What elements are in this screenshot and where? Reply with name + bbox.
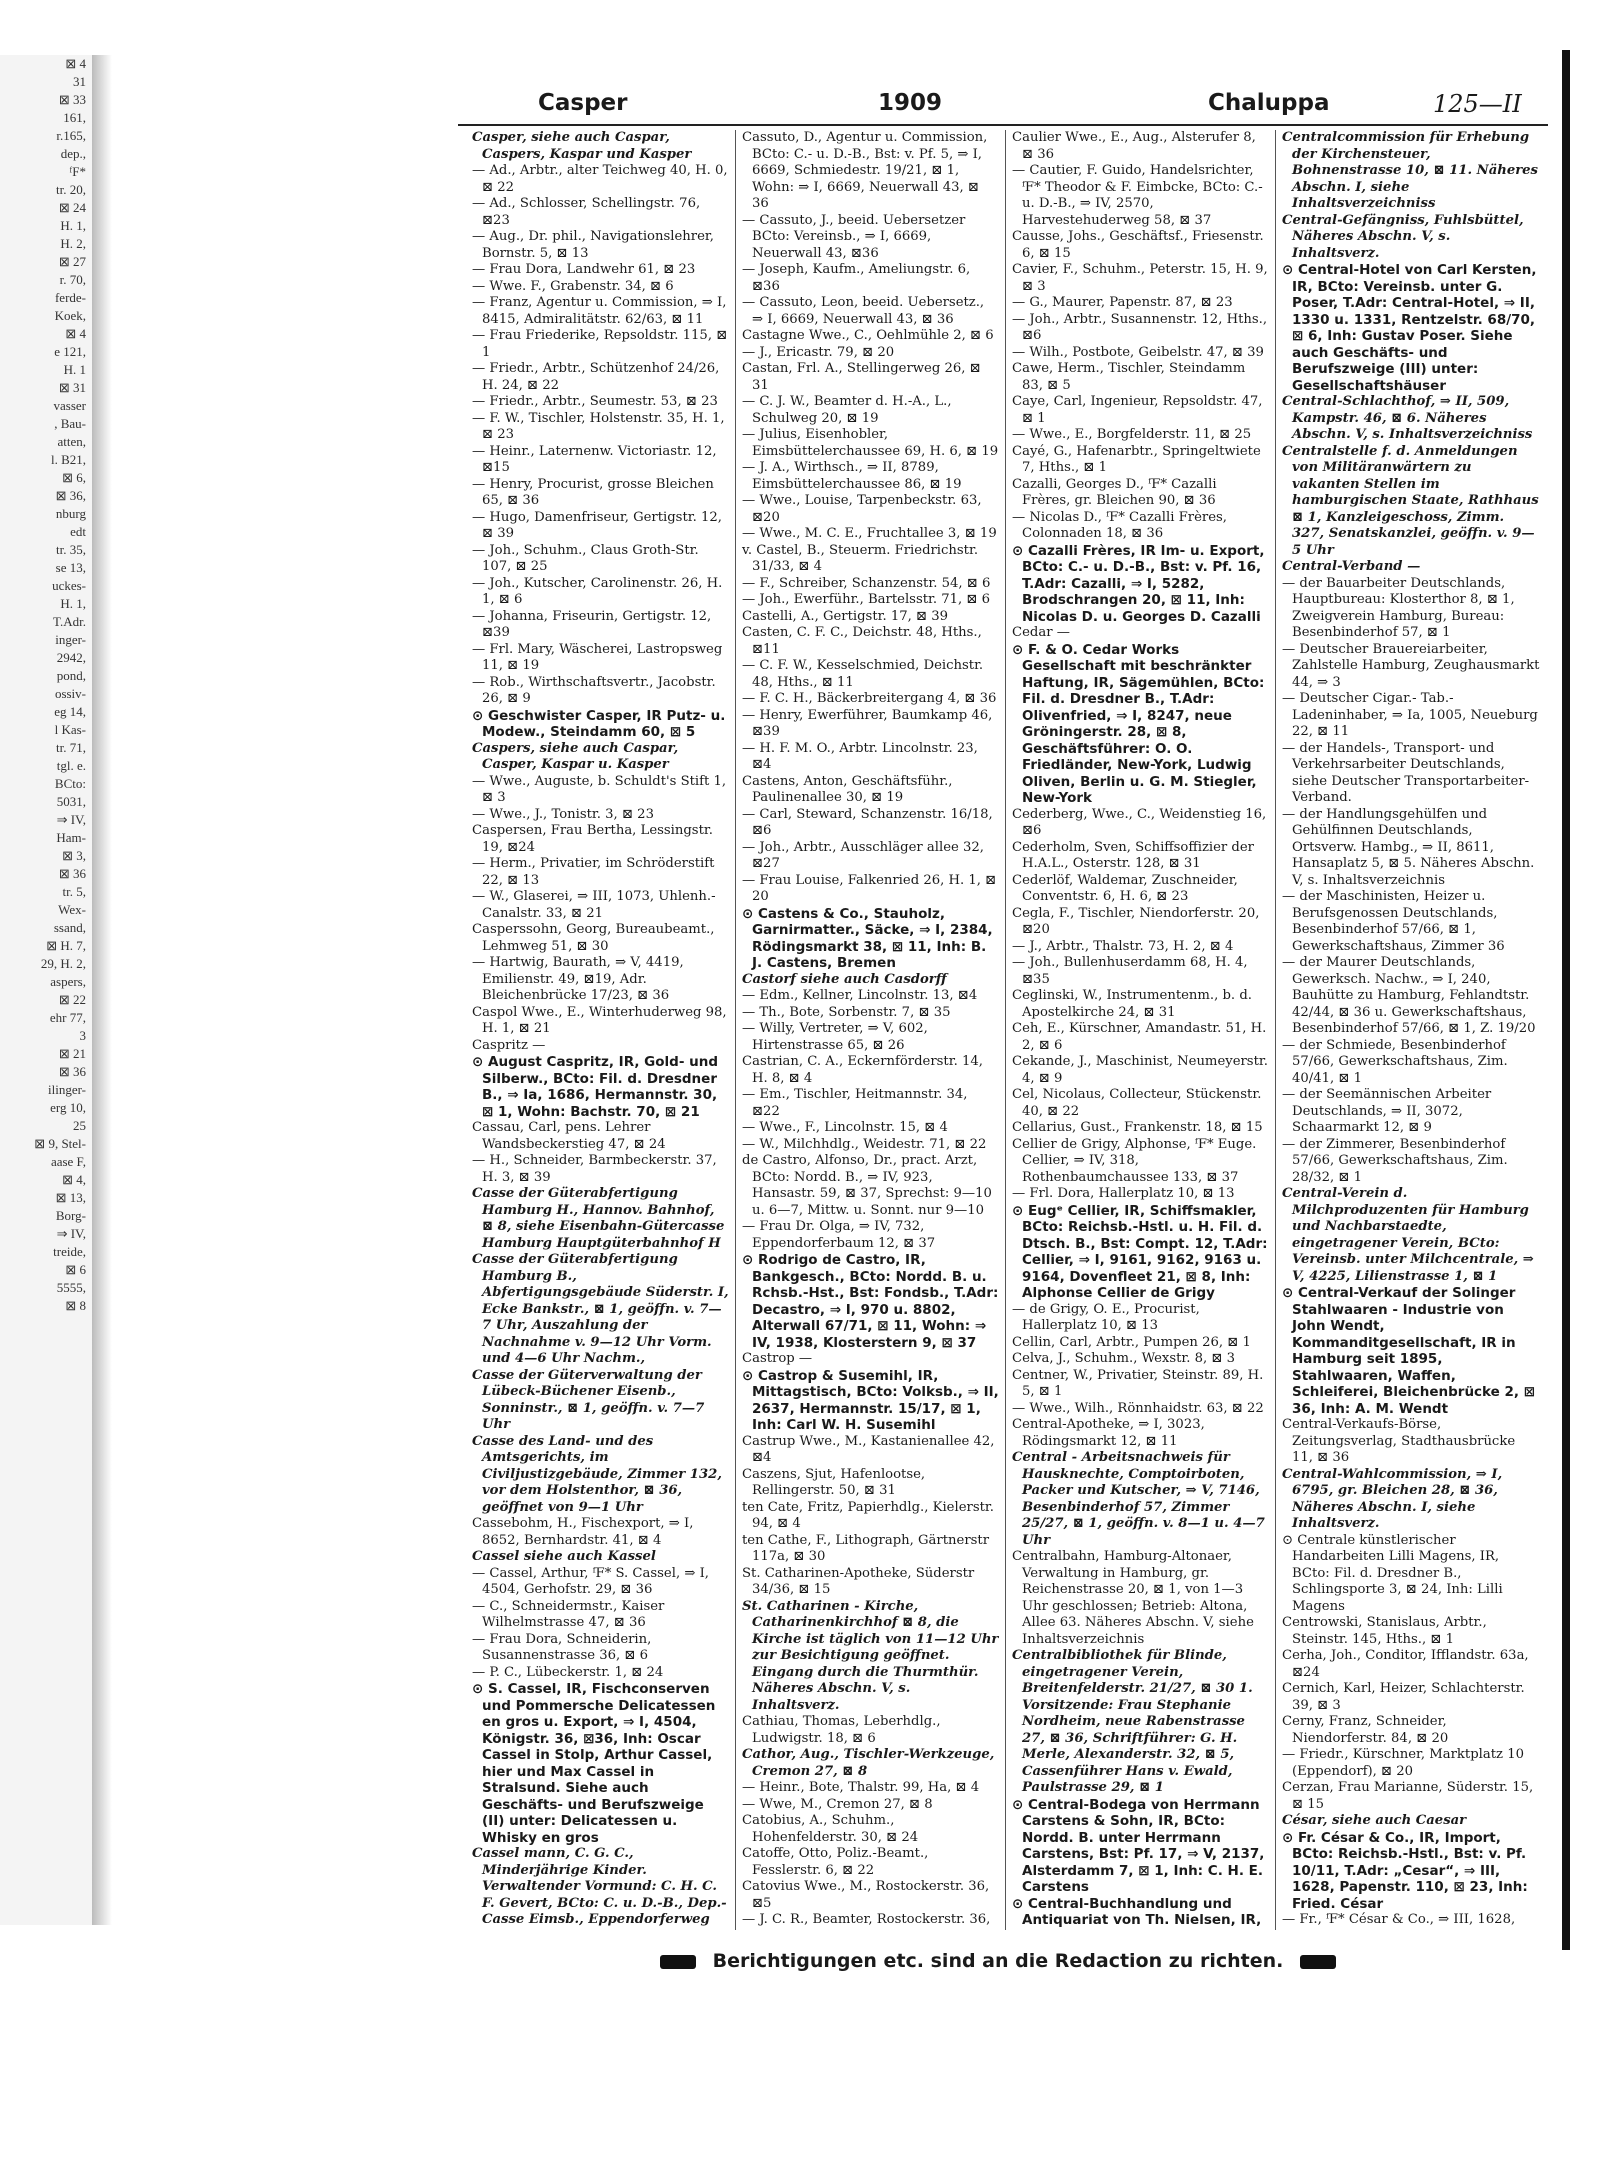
directory-entry: — Wwe, M., Cremon 27, ⊠ 8	[742, 1796, 933, 1812]
facing-page-fragment: BCto:	[54, 776, 86, 791]
directory-entry: Casse der Güterverwaltung der Lübeck-Büchener Eisenb., Sonninstr., ⊠ 1, geöffn. v. 7—7 Uhr	[472, 1367, 705, 1432]
facing-page-fragment: atten,	[57, 434, 86, 449]
directory-entry: — W., Glaserei, ⇒ III, 1073, Uhlenh.-Canalstr. 33, ⊠ 21	[472, 889, 716, 921]
directory-entry: — Cassuto, Leon, beeid. Uebersetz., ⇒ I, 6669, Neuerwall 43, ⊠ 36	[742, 295, 985, 327]
directory-entry: — Rob., Wirthschaftsvertr., Jacobstr. 26, ⊠ 9	[472, 674, 716, 706]
facing-page-fragment: ⊠ 9, Stel-	[34, 1136, 86, 1151]
facing-page-fragment: ⊠ 4,	[62, 1172, 86, 1187]
directory-entry: Cederberg, Wwe., C., Weidenstieg 16, ⊠6	[1012, 806, 1267, 838]
directory-entry: — Wwe., E., Borgfelderstr. 11, ⊠ 25	[1012, 427, 1252, 442]
facing-page-fragment: ⊠ 36	[58, 1064, 86, 1079]
directory-entry: — Frau Louise, Falkenried 26, H. 1, ⊠ 20	[742, 872, 997, 904]
facing-page-fragment: ferde-	[54, 290, 86, 305]
directory-entry: — Edm., Kellner, Lincolnstr. 13, ⊠4	[742, 988, 978, 1003]
directory-entry: Castorf siehe auch Casdorff	[742, 971, 947, 987]
directory-entry: — H., Schneider, Barmbeckerstr. 37, H. 3, ⊠ 39	[472, 1153, 717, 1185]
directory-entry: — Nicolas D., ᶠF* Cazalli Frères, Colonnaden 18, ⊠ 36	[1012, 509, 1227, 541]
facing-page-fragment: edt	[70, 524, 86, 539]
header-year: 1909	[878, 90, 943, 116]
directory-entry: — Henry, Ewerführer, Baumkamp 46, ⊠39	[742, 707, 993, 739]
directory-entry: ⊙ Central-Verkauf der Solinger Stahlwaaren - Industrie von John Wendt, Kommanditgesellschaft, IR in Hamburg seit 1895, Stahlwaaren, Waffen, Schleiferei, Bleichenbrücke 2, ⊠ 36, Inh: A. M. Wendt	[1282, 1285, 1536, 1417]
facing-page-fragment: tr. 20,	[56, 182, 86, 197]
directory-entry: — C. J. W., Beamter d. H.-A., L., Schulweg 20, ⊠ 19	[742, 394, 952, 426]
directory-entry: — Willy, Vertreter, ⇒ V, 602, Hirtenstrasse 65, ⊠ 26	[742, 1021, 928, 1053]
page-footer	[548, 1950, 1448, 1972]
directory-entry: — Wwe., M. C. E., Fruchtallee 3, ⊠ 19	[742, 526, 997, 541]
directory-entry: Cassau, Carl, pens. Lehrer Wandsbeckerstieg 47, ⊠ 24	[472, 1120, 666, 1152]
directory-entry: Cellin, Carl, Arbtr., Pumpen 26, ⊠ 1	[1012, 1334, 1251, 1350]
directory-entry: — Hugo, Damenfriseur, Gertigstr. 12, ⊠ 39	[472, 509, 722, 541]
directory-entry: v. Castel, B., Steuerm. Friedrichstr. 31/33, ⊠ 4	[742, 542, 979, 574]
directory-entry: Caspritz —	[472, 1037, 546, 1053]
directory-entry: Castrup Wwe., M., Kastanienallee 42, ⊠4	[742, 1433, 995, 1465]
facing-page-fragment: Ham-	[56, 830, 86, 845]
facing-page-fragment: H. 1	[63, 362, 86, 377]
directory-entry: Cawe, Herm., Tischler, Steindamm 83, ⊠ 5	[1012, 361, 1246, 393]
directory-entry: ⊙ Central-Bodega von Herrmann Carstens & Sohn, IR, BCto: Nordd. B. unter Herrmann Carstens, Bst: Pf. 17, ⇒ V, 2137, Alsterdamm 7, ⊠ 1, Inh: C. H. E. Carstens	[1012, 1796, 1265, 1895]
directory-entry: ⊙ Fr. César & Co., IR, Import, BCto: Reichsb.-Hstl., Bst: v. Pf. 10/11, T.Adr: „Cesar“, ⇒ III, 1628, Papenstr. 110, ⊠ 23, Inh: Fried. César	[1282, 1829, 1528, 1912]
directory-entry: ⊙ Central-Buchhandlung und Antiquariat von Th. Nielsen, IR,	[1012, 1895, 1262, 1928]
column-4	[1276, 130, 1546, 1930]
facing-page-fragment: aase F,	[50, 1154, 86, 1169]
directory-entry: — P. C., Lübeckerstr. 1, ⊠ 24	[472, 1664, 664, 1680]
facing-page-fragment: H. 1,	[60, 218, 86, 233]
directory-entry: — Fr., ᶠF* César & Co., ⇒ III, 1628,	[1282, 1912, 1516, 1927]
column-3	[1006, 130, 1276, 1930]
facing-page-fragment: 31	[73, 74, 86, 89]
directory-entry: Cerzan, Frau Marianne, Süderstr. 15, ⊠ 15	[1282, 1780, 1534, 1812]
directory-entry: Cerny, Franz, Schneider, Niendorferstr. 84, ⊠ 20	[1282, 1714, 1449, 1746]
directory-entry: Casperssohn, Georg, Bureaubeamt., Lehmweg 51, ⊠ 30	[472, 922, 715, 954]
directory-entry: — der Handels-, Transport- und Verkehrsarbeiter Deutschlands, siehe Deutscher Transportarbeiter-Verband.	[1282, 740, 1530, 805]
directory-entry: ⊙ Eugᵉ Cellier, IR, Schiffsmakler, BCto: Reichsb.-Hstl. u. H. Fil. d. Dtsch. B., Bst: Compt. 12, T.Adr: Cellier, ⇒ I, 9161, 9162, 9163 u. 9164, Dovenfleet 21, ⊠ 8, Inh: Alphonse Cellier de Grigy	[1012, 1202, 1268, 1301]
directory-entry: Cassel siehe auch Kassel	[472, 1549, 656, 1564]
directory-entry: — Frau Dr. Olga, ⇒ IV, 732, Eppendorferbaum 12, ⊠ 37	[742, 1219, 936, 1251]
facing-page-fragment: 25	[73, 1118, 86, 1133]
directory-entry: Centralbibliothek für Blinde, eingetragener Verein, Breitenfelderstr. 21/27, ⊠ 30 1. Vorsitzende: Frau Stephanie Nordheim, neue Rabenstrasse 27, ⊠ 36, Schriftführer: G. H. Merle, Alexanderstr. 32, ⊠ 5, Cassenführer Hans v. Ewald, Paulstrasse 29, ⊠ 1	[1012, 1648, 1253, 1795]
directory-entry: — C., Schneidermstr., Kaiser Wilhelmstrasse 47, ⊠ 36	[472, 1598, 665, 1630]
facing-page-fragment: 2942,	[56, 650, 86, 665]
directory-entry: Cassel mann, C. G. C., Minderjährige Kinder. Verwaltender Vormund: C. H. C. F. Gevert, BCto: C. u. D.-B., Dep.-Casse Eimsb., Eppendorferweg	[472, 1846, 727, 1927]
directory-entry: ⊙ Geschwister Casper, IR Putz- u. Modew., Steindamm 60, ⊠ 5	[472, 707, 726, 740]
page-header	[438, 90, 1548, 126]
directory-entry: — de Grigy, O. E., Procurist, Hallerplatz 10, ⊠ 13	[1012, 1301, 1200, 1333]
pointing-hand-icon	[660, 1955, 696, 1969]
directory-entry: Central-Verkaufs-Börse, Zeitungsverlag, Stadthausbrücke 11, ⊠ 36	[1282, 1417, 1516, 1465]
directory-entry: — Ad., Schlosser, Schellingstr. 76, ⊠23	[472, 196, 701, 228]
directory-page	[108, 80, 1540, 1972]
directory-entry: ⊙ S. Cassel, IR, Fischconserven und Pommersche Delicatessen en gros u. Export, ⇒ I, 4504, Königstr. 36, ⊠36, Inh: Oscar Cassel in Stolp, Arthur Cassel, hier und Max Cassel in Stralsund. Siehe auch Geschäfts- und Berufszweige (II) unter: Delicatessen u. Whisky en gros	[472, 1681, 716, 1846]
facing-page-fragment: uckes-	[52, 578, 86, 593]
directory-entry: — Wwe., F., Lincolnstr. 15, ⊠ 4	[742, 1120, 948, 1135]
directory-entry: — Cautier, F. Guido, Handelsrichter, ᶠF* Theodor & F. Eimbcke, BCto: C.- u. D.-B., ⇒ IV, 2570, Harvestehuderweg 58, ⊠ 37	[1012, 163, 1263, 228]
header-last-name: Chaluppa	[1208, 90, 1330, 116]
directory-entry: Ceglinski, W., Instrumentenm., b. d. Apostelkirche 24, ⊠ 31	[1012, 988, 1252, 1020]
directory-entry: — Joseph, Kaufm., Ameliungstr. 6, ⊠36	[742, 262, 971, 294]
directory-entry: César, siehe auch Caesar	[1282, 1813, 1467, 1828]
directory-entry: — Frau Friederike, Repsoldstr. 115, ⊠ 1	[472, 328, 728, 360]
directory-columns	[466, 130, 1546, 1930]
facing-page-fragment: ilinger-	[47, 1082, 86, 1097]
directory-entry: — Wwe., J., Tonistr. 3, ⊠ 23	[472, 806, 654, 822]
facing-page-fragment: erg 10,	[50, 1100, 86, 1115]
directory-entry: — Frl. Mary, Wäscherei, Lastropsweg 11, ⊠ 19	[472, 641, 723, 673]
directory-entry: — J. A., Wirthsch., ⇒ II, 8789, Eimsbüttelerchaussee 86, ⊠ 19	[742, 460, 962, 492]
facing-page-fragment: ⊠ 8	[65, 1298, 86, 1313]
directory-entry: Centrowski, Stanislaus, Arbtr., Steinstr. 145, Hths., ⊠ 1	[1282, 1615, 1487, 1647]
directory-entry: ⊙ Castrop & Susemihl, IR, Mittagstisch, BCto: Volksb., ⇒ II, 2637, Hermannstr. 15/17, ⊠ 1, Inh: Carl W. H. Susemihl	[742, 1367, 999, 1433]
facing-page-fragment: tr. 35,	[56, 542, 86, 557]
directory-entry: — F. C. H., Bäckerbreitergang 4, ⊠ 36	[742, 691, 997, 706]
facing-page-fragment: aspers,	[50, 974, 86, 989]
facing-page-fragment: ᶠF*	[69, 164, 86, 179]
footer-text: Berichtigungen etc. sind an die Redaction zu richten.	[712, 1950, 1284, 1972]
directory-entry: St. Catharinen-Apotheke, Süderstr 34/36, ⊠ 15	[742, 1565, 975, 1597]
directory-entry: — Joh., Schuhm., Claus Groth-Str. 107, ⊠ 25	[472, 542, 699, 574]
facing-page-fragment: Koek,	[54, 308, 86, 323]
page-number: 125—II	[1433, 90, 1522, 118]
directory-entry: — Joh., Bullenhuserdamm 68, H. 4, ⊠35	[1012, 955, 1248, 987]
directory-entry: Celva, J., Schuhm., Wexstr. 8, ⊠ 3	[1012, 1351, 1236, 1366]
facing-page-fragment: ⊠ 6	[65, 1262, 86, 1277]
facing-page-fragment: nburg	[55, 506, 86, 521]
directory-entry: Central-Gefängniss, Fuhlsbüttel, Näheres Abschn. V, s. Inhaltsverz.	[1282, 212, 1524, 261]
directory-entry: Centralbahn, Hamburg-Altonaer, Verwaltung in Hamburg, gr. Reichenstrasse 20, ⊠ 1, von 1—3 Uhr geschlossen; Betrieb: Altona, Allee 63. Näheres Abschn. V, siehe Inhaltsverzeichnis	[1012, 1549, 1254, 1647]
directory-entry: — Franz, Agentur u. Commission, ⇒ I, 8415, Admiralitätstr. 62/63, ⊠ 11	[472, 295, 727, 327]
facing-page-fragment: se 13,	[55, 560, 86, 575]
facing-page-fragment: ehr 77,	[49, 1010, 86, 1025]
directory-entry: — F., Schreiber, Schanzenstr. 54, ⊠ 6	[742, 575, 991, 591]
directory-entry: Casten, C. F. C., Deichstr. 48, Hths., ⊠11	[742, 625, 982, 657]
directory-entry: Central - Arbeitsnachweis für Hausknechte, Comptoirboten, Packer und Kutscher, ⇒ V, 7146, Besenbinderhof 57, Zimmer 25/27, ⊠ 1, geöffn. v. 8—1 u. 4—7 Uhr	[1012, 1450, 1265, 1548]
directory-entry: ⊙ August Caspritz, IR, Gold- und Silberw., BCto: Fil. d. Dresdner B., ⇒ Ia, 1686, Hermannstr. 30, ⊠ 1, Wohn: Bachstr. 70, ⊠ 21	[472, 1054, 719, 1120]
directory-entry: — Heinr., Laternenw. Victoriastr. 12, ⊠15	[472, 443, 717, 475]
directory-entry: — J. C. R., Beamter, Rostockerstr. 36,	[742, 1912, 991, 1927]
directory-entry: Caszens, Sjut, Hafenlootse, Rellingerstr. 50, ⊠ 31	[742, 1466, 926, 1498]
directory-entry: Castagne Wwe., C., Oehlmühle 2, ⊠ 6	[742, 328, 994, 343]
directory-entry: — J., Arbtr., Thalstr. 73, H. 2, ⊠ 4	[1012, 938, 1234, 954]
facing-page-fragment: treide,	[53, 1244, 86, 1259]
directory-entry: Cassuto, D., Agentur u. Commission, BCto: C.- u. D.-B., Bst: v. Pf. 5, ⇒ I, 6669, Schmiedestr. 19/21, ⊠ 1, Wohn: ⇒ I, 6669, Neuerwall 43, ⊠ 36	[742, 130, 988, 211]
facing-page-fragment: Borg-	[55, 1208, 86, 1223]
directory-entry: — C. F. W., Kesselschmied, Deichstr. 48, Hths., ⊠ 11	[742, 658, 984, 690]
directory-entry: Castens, Anton, Geschäftsführ., Paulinenallee 30, ⊠ 19	[742, 773, 953, 805]
facing-page-fragment: 5031,	[56, 794, 86, 809]
directory-entry: — Deutscher Brauereiarbeiter, Zahlstelle Hamburg, Zeughausmarkt 44, ⇒ 3	[1282, 641, 1540, 690]
edge-bar	[1562, 50, 1570, 1950]
facing-page-fragment: 5555,	[56, 1280, 86, 1295]
directory-entry: — Wwe. F., Grabenstr. 34, ⊠ 6	[472, 278, 674, 294]
facing-page-fragment: ⊠ 13,	[55, 1190, 86, 1205]
directory-entry: Cavier, F., Schuhm., Peterstr. 15, H. 9, ⊠ 3	[1012, 262, 1268, 294]
directory-entry: Castan, Frl. A., Stellingerweg 26, ⊠ 31	[742, 361, 981, 393]
directory-entry: — Friedr., Arbtr., Seumestr. 53, ⊠ 23	[472, 394, 718, 409]
directory-entry: — Wwe., Wilh., Rönnhaidstr. 63, ⊠ 22	[1012, 1400, 1264, 1416]
directory-entry: Caspol Wwe., E., Winterhuderweg 98, H. 1, ⊠ 21	[472, 1004, 727, 1036]
facing-page-fragment: ssand,	[53, 920, 86, 935]
facing-page-fragment: tr. 71,	[56, 740, 86, 755]
directory-entry: — Wwe., Louise, Tarpenbeckstr. 63, ⊠20	[742, 493, 982, 525]
directory-entry: Caspersen, Frau Bertha, Lessingstr. 19, ⊠24	[472, 823, 713, 855]
directory-entry: Catobius, A., Schuhm., Hohenfelderstr. 30, ⊠ 24	[742, 1813, 919, 1845]
directory-entry: — Friedr., Arbtr., Schützenhof 24/26, H. 24, ⊠ 22	[472, 361, 720, 393]
directory-entry: Cathor, Aug., Tischler-Werkzeuge, Cremon 27, ⊠ 8	[742, 1747, 995, 1779]
directory-entry: — Johanna, Friseurin, Gertigstr. 12, ⊠39	[472, 608, 712, 640]
facing-page-fragment: l. B21,	[50, 452, 86, 467]
facing-page-fragment: ossiv-	[54, 686, 86, 701]
facing-page-fragment: ⊠ 31	[58, 380, 86, 395]
directory-entry: ⊙ Centrale künstlerischer Handarbeiten Lilli Magens, IR, BCto: Fil. d. Dresdner B., Schlingsporte 3, ⊠ 24, Inh: Lilli Magens	[1282, 1532, 1503, 1614]
directory-entry: Central-Apotheke, ⇒ I, 3023, Rödingsmarkt 12, ⊠ 11	[1012, 1417, 1205, 1449]
directory-entry: Cel, Nicolaus, Collecteur, Stückenstr. 40, ⊠ 22	[1012, 1087, 1262, 1119]
directory-entry: Centner, W., Privatier, Steinstr. 89, H. 5, ⊠ 1	[1012, 1367, 1264, 1399]
facing-page-fragment: inger-	[55, 632, 86, 647]
directory-entry: — Wwe., Auguste, b. Schuldt's Stift 1, ⊠ 3	[472, 773, 727, 805]
directory-entry: ⊙ Cazalli Frères, IR Im- u. Export, BCto: C.- u. D.-B., Bst: v. Pf. 16, T.Adr: Cazalli, ⇒ I, 5282, Brodschrangen 20, ⊠ 11, Inh: Nicolas D. u. Georges D. Cazalli	[1012, 542, 1265, 625]
facing-page-fragment: l Kas-	[54, 722, 86, 737]
directory-entry: — der Handlungsgehülfen und Gehülfinnen Deutschlands, Ortsverw. Hambg., ⇒ II, 8611, Hansaplatz 5, ⊠ 5. Näheres Abschn. V, s. Inhaltsverzeichnis	[1282, 806, 1535, 888]
facing-page-fragment: e 121,	[54, 344, 86, 359]
directory-entry: Cayé, G., Hafenarbtr., Springeltwiete 7, Hths., ⊠ 1	[1012, 443, 1261, 475]
directory-entry: — Ad., Arbtr., alter Teichweg 40, H. 0, ⊠ 22	[472, 163, 728, 195]
facing-page-fragment: eg 14,	[54, 704, 86, 719]
directory-entry: Cellier de Grigy, Alphonse, ᶠF* Euge. Cellier, ⇒ IV, 318, Rothenbaumchaussee 133, ⊠ 37	[1012, 1136, 1257, 1185]
facing-page-fragment: H. 2,	[60, 236, 86, 251]
facing-page-fragment: ⊠ 36,	[55, 488, 86, 503]
facing-page-fragment: Wex-	[58, 902, 86, 917]
directory-entry: — Cassuto, J., beeid. Uebersetzer BCto: Vereinsb., ⇒ I, 6669, Neuerwall 43, ⊠36	[742, 212, 966, 261]
directory-entry: Casper, siehe auch Caspar, Caspers, Kaspar und Kasper	[472, 130, 692, 162]
directory-entry: Castrop —	[742, 1351, 813, 1366]
directory-entry: — Em., Tischler, Heitmannstr. 34, ⊠22	[742, 1087, 968, 1119]
facing-page-fragment: dep.,	[60, 146, 86, 161]
directory-entry: Central-Schlachthof, ⇒ II, 509, Kampstr. 46, ⊠ 6. Näheres Abschn. V, s. Inhaltsverzeichniss	[1282, 394, 1533, 442]
facing-page-fragment: ⇒ IV,	[56, 1226, 86, 1241]
directory-entry: — Aug., Dr. phil., Navigationslehrer, Bornstr. 5, ⊠ 13	[472, 229, 714, 261]
directory-entry: — Frau Dora, Landwehr 61, ⊠ 23	[472, 262, 696, 277]
facing-page-fragment: , Bau-	[54, 416, 86, 431]
directory-entry: Causse, Johs., Geschäftsf., Friesenstr. 6, ⊠ 15	[1012, 229, 1264, 261]
facing-page-strip	[0, 55, 95, 1925]
facing-page-fragment: vasser	[53, 398, 86, 413]
directory-entry: — Wilh., Postbote, Geibelstr. 47, ⊠ 39	[1012, 344, 1264, 360]
facing-page-fragment: ⊠ H. 7,	[46, 938, 86, 953]
directory-entry: Centralstelle f. d. Anmeldungen von Militäranwärtern zu vakanten Stellen im hamburgischen Staate, Rathhaus ⊠ 1, Kanzleigeschoss, Zimm. 327, Senatskanzlei, geöffn. v. 9—5 Uhr	[1282, 443, 1539, 558]
directory-entry: Cerha, Joh., Conditor, Ifflandstr. 63a, ⊠24	[1282, 1648, 1529, 1680]
facing-page-fragment: tgl. e.	[56, 758, 86, 773]
directory-entry: Cathiau, Thomas, Leberhdlg., Ludwigstr. 18, ⊠ 6	[742, 1714, 941, 1746]
directory-entry: — Hartwig, Baurath, ⇒ V, 4419, Emilienstr. 49, ⊠19, Adr. Bleichenbrücke 17/23, ⊠ 36	[472, 955, 684, 1003]
directory-entry: — H. F. M. O., Arbtr. Lincolnstr. 23, ⊠4	[742, 740, 978, 772]
facing-page-fragment: ⊠ 24	[58, 200, 86, 215]
facing-page-fragment: T.Adr.	[53, 614, 86, 629]
facing-page-fragment: ⊠ 6,	[62, 470, 86, 485]
directory-entry: — G., Maurer, Papenstr. 87, ⊠ 23	[1012, 295, 1233, 310]
directory-entry: Cekande, J., Maschinist, Neumeyerstr. 4, ⊠ 9	[1012, 1054, 1268, 1086]
directory-entry: Caye, Carl, Ingenieur, Repsoldstr. 47, ⊠ 1	[1012, 394, 1263, 426]
directory-entry: Catoffe, Otto, Poliz.-Beamt., Fesslerstr. 6, ⊠ 22	[742, 1846, 929, 1878]
facing-page-fragment: 3	[79, 1028, 86, 1043]
column-2	[736, 130, 1006, 1930]
directory-entry: — Julius, Eisenhobler, Eimsbüttelerchaussee 69, H. 6, ⊠ 19	[742, 427, 999, 459]
directory-entry: Castelli, A., Gertigstr. 17, ⊠ 39	[742, 608, 949, 624]
directory-entry: — Cassel, Arthur, ᶠF* S. Cassel, ⇒ I, 4504, Gerhofstr. 29, ⊠ 36	[472, 1565, 709, 1597]
directory-entry: Cegla, F., Tischler, Niendorferstr. 20, ⊠20	[1012, 905, 1260, 937]
facing-page-fragment: r.165,	[56, 128, 86, 143]
facing-page-fragment: ⊠ 27	[58, 254, 86, 269]
directory-entry: — Joh., Ewerführ., Bartelsstr. 71, ⊠ 6	[742, 592, 991, 607]
directory-entry: — W., Milchhdlg., Weidestr. 71, ⊠ 22	[742, 1136, 987, 1152]
directory-entry: Catovius Wwe., M., Rostockerstr. 36, ⊠5	[742, 1879, 990, 1911]
directory-entry: — Friedr., Kürschner, Marktplatz 10 (Eppendorf), ⊠ 20	[1282, 1747, 1524, 1779]
directory-entry: Cederlöf, Waldemar, Zuschneider, Conventstr. 6, H. 6, ⊠ 23	[1012, 872, 1238, 904]
directory-entry: Cederholm, Sven, Schiffsoffizier der H.A.L., Osterstr. 128, ⊠ 31	[1012, 839, 1254, 871]
facing-page-fragment: r. 70,	[59, 272, 86, 287]
directory-entry: de Castro, Alfonso, Dr., pract. Arzt, BCto: Nordd. B., ⇒ IV, 923, Hansastr. 59, ⊠ 37, Sprechst: 9—10 u. 6—7, Mittw. u. Sonnt. nur 9—10	[742, 1153, 992, 1218]
directory-entry: — der Maurer Deutschlands, Gewerksch. Nachw., ⇒ I, 240, Bauhütte zu Hamburg, Fehlandtstr. 42/44, ⊠ 36 u. Gewerkschaftshaus, Besenbinderhof 57/66, ⊠ 1, Z. 19/20	[1282, 955, 1536, 1036]
directory-entry: — Joh., Kutscher, Carolinenstr. 26, H. 1, ⊠ 6	[472, 575, 723, 607]
header-rule	[458, 124, 1548, 126]
facing-page-fragment: ⊠ 33	[58, 92, 86, 107]
facing-page-fragment: tr. 5,	[62, 884, 86, 899]
directory-entry: ⊙ F. & O. Cedar Works Gesellschaft mit beschränkter Haftung, IR, Sägemühlen, BCto: Fil. d. Dresdner B., T.Adr: Olivenfried, ⇒ I, 8247, neue Gröningerstr. 28, ⊠ 8, Geschäftsführer: O. O. Friedländer, New-York, Ludwig Oliven, Berlin u. G. M. Stiegler, New-York	[1012, 641, 1265, 806]
facing-page-fragment: ⊠ 21	[58, 1046, 86, 1061]
directory-entry: Central-Verein d. Milchproduzenten für Hamburg und Nachbarstaedte, eingetragener Verein, BCto: Vereinsb. unter Milchcentrale, ⇒ V, 4225, Lilienstrasse 1, ⊠ 1	[1282, 1186, 1534, 1284]
directory-entry: — Joh., Arbtr., Susannenstr. 12, Hths., ⊠6	[1012, 311, 1268, 343]
directory-entry: Central-Verband —	[1282, 559, 1421, 574]
directory-entry: Casse der Güterabfertigung Hamburg B., Abfertigungsgebäude Süderstr. I, Ecke Bankstr., ⊠ 1, geöffn. v. 7—7 Uhr, Auszahlung der Nachnahme v. 9—12 Uhr Vorm. und 4—6 Uhr Nachm.,	[472, 1252, 729, 1366]
right-edge	[1540, 0, 1600, 2177]
directory-entry: ⊙ Castens & Co., Stauholz, Garnirmatter., Säcke, ⇒ I, 2384, Rödingsmarkt 38, ⊠ 11, Inh: B. J. Castens, Bremen	[742, 905, 993, 971]
facing-page-fragment: ⊠ 3,	[62, 848, 86, 863]
directory-entry: ten Cathe, F., Lithograph, Gärtnerstr 117a, ⊠ 30	[742, 1532, 989, 1564]
facing-page-fragment: ⇒ IV,	[56, 812, 86, 827]
directory-entry: — Heinr., Bote, Thalstr. 99, Ha, ⊠ 4	[742, 1780, 980, 1795]
facing-page-fragment: ⊠ 4	[65, 326, 86, 341]
directory-entry: Central-Wahlcommission, ⇒ I, 6795, gr. Bleichen 28, ⊠ 36, Näheres Abschn. I, siehe Inhaltsverz.	[1282, 1466, 1503, 1531]
facing-page-fragment: ⊠ 36	[58, 866, 86, 881]
directory-entry: — Frau Dora, Schneiderin, Susannenstrasse 36, ⊠ 6	[472, 1631, 652, 1663]
directory-entry: — Carl, Steward, Schanzenstr. 16/18, ⊠6	[742, 806, 993, 838]
facing-page-fragment: ⊠ 4	[65, 56, 86, 71]
facing-page-fragment: ⊠ 22	[58, 992, 86, 1007]
column-1	[466, 130, 736, 1930]
directory-entry: — der Seemännischen Arbeiter Deutschlands, ⇒ II, 3072, Schaarmarkt 12, ⊠ 9	[1282, 1087, 1492, 1135]
directory-entry: — der Bauarbeiter Deutschlands, Hauptbureau: Klosterthor 8, ⊠ 1, Zweigverein Hamburg, Bureau: Besenbinderhof 57, ⊠ 1	[1282, 575, 1515, 640]
directory-entry: — Joh., Arbtr., Ausschläger allee 32, ⊠27	[742, 839, 984, 871]
directory-entry: ⊙ Central-Hotel von Carl Kersten, IR, BCto: Vereinsb. unter G. Poser, T.Adr: Central-Hotel, ⇒ II, 1330 u. 1331, Rentzelstr. 68/70, ⊠ 6, Inh: Gustav Poser. Siehe auch Geschäfts- und Berufszweige (III) unter: Gesellschaftshäuser	[1282, 262, 1537, 394]
directory-entry: Casse des Land- und des Amtsgerichts, im Civiljustizgebäude, Zimmer 132, vor dem Holstenthor, ⊠ 36, geöffnet von 9—1 Uhr	[472, 1433, 722, 1515]
directory-entry: — der Maschinisten, Heizer u. Berufsgenossen Deutschlands, Besenbinderhof 57/66, ⊠ 1, Gewerkschaftshaus, Zimmer 36	[1282, 889, 1505, 954]
directory-entry: Caspers, siehe auch Caspar, Casper, Kaspar u. Kasper	[472, 740, 679, 772]
directory-entry: Castrian, C. A., Eckernförderstr. 14, H. 8, ⊠ 4	[742, 1054, 983, 1086]
directory-entry: — Henry, Procurist, grosse Bleichen 65, ⊠ 36	[472, 476, 714, 508]
directory-entry: — der Zimmerer, Besenbinderhof 57/66, Gewerkschaftshaus, Zim. 28/32, ⊠ 1	[1282, 1136, 1508, 1185]
directory-entry: Cellarius, Gust., Frankenstr. 18, ⊠ 15	[1012, 1120, 1263, 1135]
directory-entry: ten Cate, Fritz, Papierhdlg., Kielerstr. 94, ⊠ 4	[742, 1499, 994, 1531]
directory-entry: — Frl. Dora, Hallerplatz 10, ⊠ 13	[1012, 1186, 1235, 1201]
facing-page-fragment: 161,	[63, 110, 86, 125]
directory-entry: St. Catharinen - Kirche, Catharinenkirchhof ⊠ 8, die Kirche ist täglich von 11—12 Uhr zur Besichtigung geöffnet. Eingang durch die Thurmthür. Näheres Abschn. V, s. Inhaltsverz.	[742, 1598, 999, 1713]
header-first-name: Casper	[538, 90, 628, 116]
directory-entry: Cassebohm, H., Fischexport, ⇒ I, 8652, Bernhardstr. 41, ⊠ 4	[472, 1516, 694, 1548]
facing-page-fragment: H. 1,	[60, 596, 86, 611]
directory-entry: — Deutscher Cigar.- Tab.-Ladeninhaber, ⇒ Ia, 1005, Neueburg 22, ⊠ 11	[1282, 691, 1538, 739]
directory-entry: ⊙ Rodrigo de Castro, IR, Bankgesch., BCto: Nordd. B. u. Rchsb.-Hst., Bst: Fondsb., T.Adr: Decastro, ⇒ I, 970 u. 8802, Alterwall 67/71, ⊠ 11, Wohn: ⇒ IV, 1938, Klosterstern 9, ⊠ 37	[742, 1252, 999, 1351]
directory-entry: Cedar —	[1012, 625, 1070, 640]
directory-entry: Caulier Wwe., E., Aug., Alsterufer 8, ⊠ 36	[1012, 130, 1256, 162]
directory-entry: Cazalli, Georges D., ᶠF* Cazalli Frères, gr. Bleichen 90, ⊠ 36	[1012, 476, 1217, 508]
directory-entry: Cernich, Karl, Heizer, Schlachterstr. 39, ⊠ 3	[1282, 1681, 1525, 1713]
directory-entry: — der Schmiede, Besenbinderhof 57/66, Gewerkschaftshaus, Zim. 40/41, ⊠ 1	[1282, 1037, 1508, 1086]
directory-entry: Centralcommission für Erhebung der Kirchensteuer, Bohnenstrasse 10, ⊠ 11. Näheres Abschn. I, siehe Inhaltsverzeichniss	[1282, 130, 1538, 211]
facing-page-fragment: pond,	[56, 668, 86, 683]
directory-entry: Ceh, E., Kürschner, Amandastr. 51, H. 2, ⊠ 6	[1012, 1021, 1267, 1053]
directory-entry: — J., Ericastr. 79, ⊠ 20	[742, 344, 895, 360]
facing-page-fragment: 29, H. 2,	[40, 956, 86, 971]
pointing-hand-icon	[1300, 1955, 1336, 1969]
directory-entry: Casse der Güterabfertigung Hamburg H., Hannov. Bahnhof, ⊠ 8, siehe Eisenbahn-Gütercasse Hamburg Hauptgüterbahnhof H	[472, 1186, 725, 1251]
directory-entry: — F. W., Tischler, Holstenstr. 35, H. 1, ⊠ 23	[472, 410, 725, 442]
directory-entry: — Herm., Privatier, im Schröderstift 22, ⊠ 13	[472, 856, 715, 888]
directory-entry: — Th., Bote, Sorbenstr. 7, ⊠ 35	[742, 1004, 951, 1020]
